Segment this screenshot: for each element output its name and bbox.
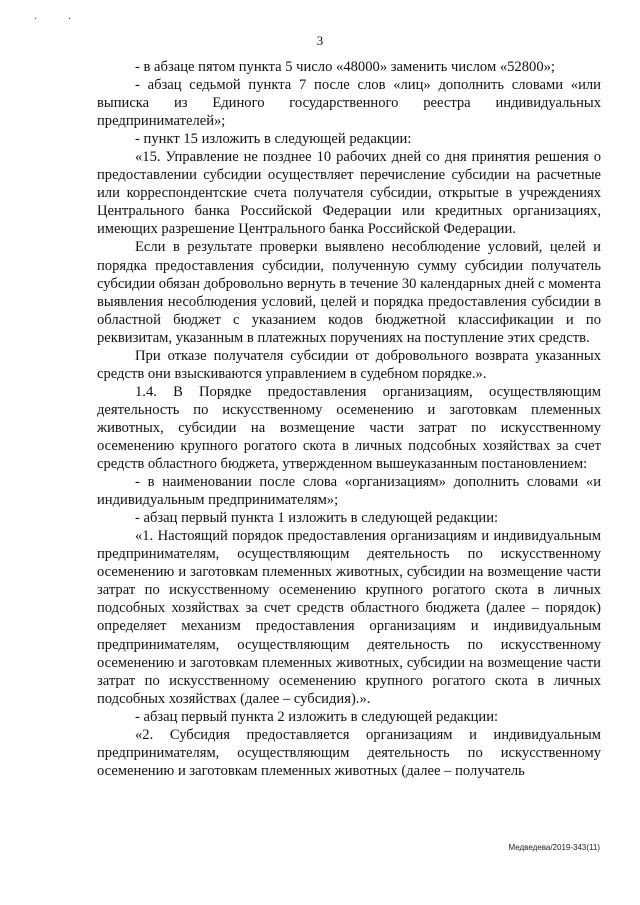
paragraph: - в абзаце пятом пункта 5 число «48000» заменить числом «52800»; <box>135 59 555 75</box>
paragraph: «1. Настоящий порядок предоставления организациям и индивидуальным предпринимателям, осуществляющим деятельность по искусственному осеменению и заготовкам племенных животных, субсидии на возмещение части затрат по искусственному осеменению крупного рогатого скота в личных подсобных хозяйствах за счет средств областного бюджета (далее – порядок) определяет механизм предоставления организациям и индивидуальным предпринимателям, осуществляющим деятельность по искусственному осеменению и заготовкам племенных животных, субсидии на возмещение части затрат по искусственному осеменению крупного рогатого скота в личных подсобных хозяйствах (далее – субсидия).». <box>97 528 601 707</box>
paragraph: При отказе получателя субсидии от добровольного возврата указанных средств они взыскиваются управлением в судебном порядке.». <box>97 347 601 382</box>
paragraph: 1.4. В Порядке предоставления организациям, осуществляющим деятельность по искусственному осеменению и заготовкам племенных животных, субсидии на возмещение части затрат по искусственному осеменению крупного рогатого скота в личных подсобных хозяйствах за счет средств областного бюджета, утвержденном вышеуказанным постановлением: <box>97 383 601 473</box>
paragraph: «2. Субсидия предоставляется организациям и индивидуальным предпринимателям, осуществляющим деятельность по искусственному осеменению и заготовкам племенных животных (далее – получатель <box>97 726 601 779</box>
paragraph: Если в результате проверки выявлено несоблюдение условий, целей и порядка предоставления субсидии, полученную сумму субсидии получатель субсидии обязан добровольно вернуть в течение 30 календарных дней с момента выявления несоблюдения условий, целей и порядка предоставления субсидии в областной бюджет с указанием кодов бюджетной классификации и по реквизитам, указанным в платежных поручениях на поступление этих средств. <box>97 239 602 346</box>
document-body <box>97 58 601 780</box>
paragraph: - пункт 15 изложить в следующей редакции: <box>135 131 412 148</box>
paragraph: «15. Управление не позднее 10 рабочих дней со дня принятия решения о предоставлении субсидии осуществляет перечисление субсидии на расчетные или корреспондентские счета получателя субсидии, открытые в учреждениях Центрального банка Российской Федерации или кредитных организациях, имеющих разрешение Центрального банка Российской Федерации. <box>97 149 601 238</box>
paragraph: - абзац первый пункта 2 изложить в следующей редакции: <box>135 708 499 725</box>
paragraph: - абзац седьмой пункта 7 после слов «лиц» дополнить словами «или выписка из Единого государственного реестра индивидуальных предпринимателей»; <box>97 77 601 130</box>
document-code: Медведева/2019-343(11) <box>508 843 600 852</box>
paragraph: - в наименовании после слова «организациям» дополнить словами «и индивидуальным предпринимателям»; <box>97 474 601 509</box>
page-number: 3 <box>316 33 324 48</box>
paragraph: - абзац первый пункта 1 изложить в следующей редакции: <box>135 510 499 527</box>
scan-marks: · · <box>34 14 86 25</box>
